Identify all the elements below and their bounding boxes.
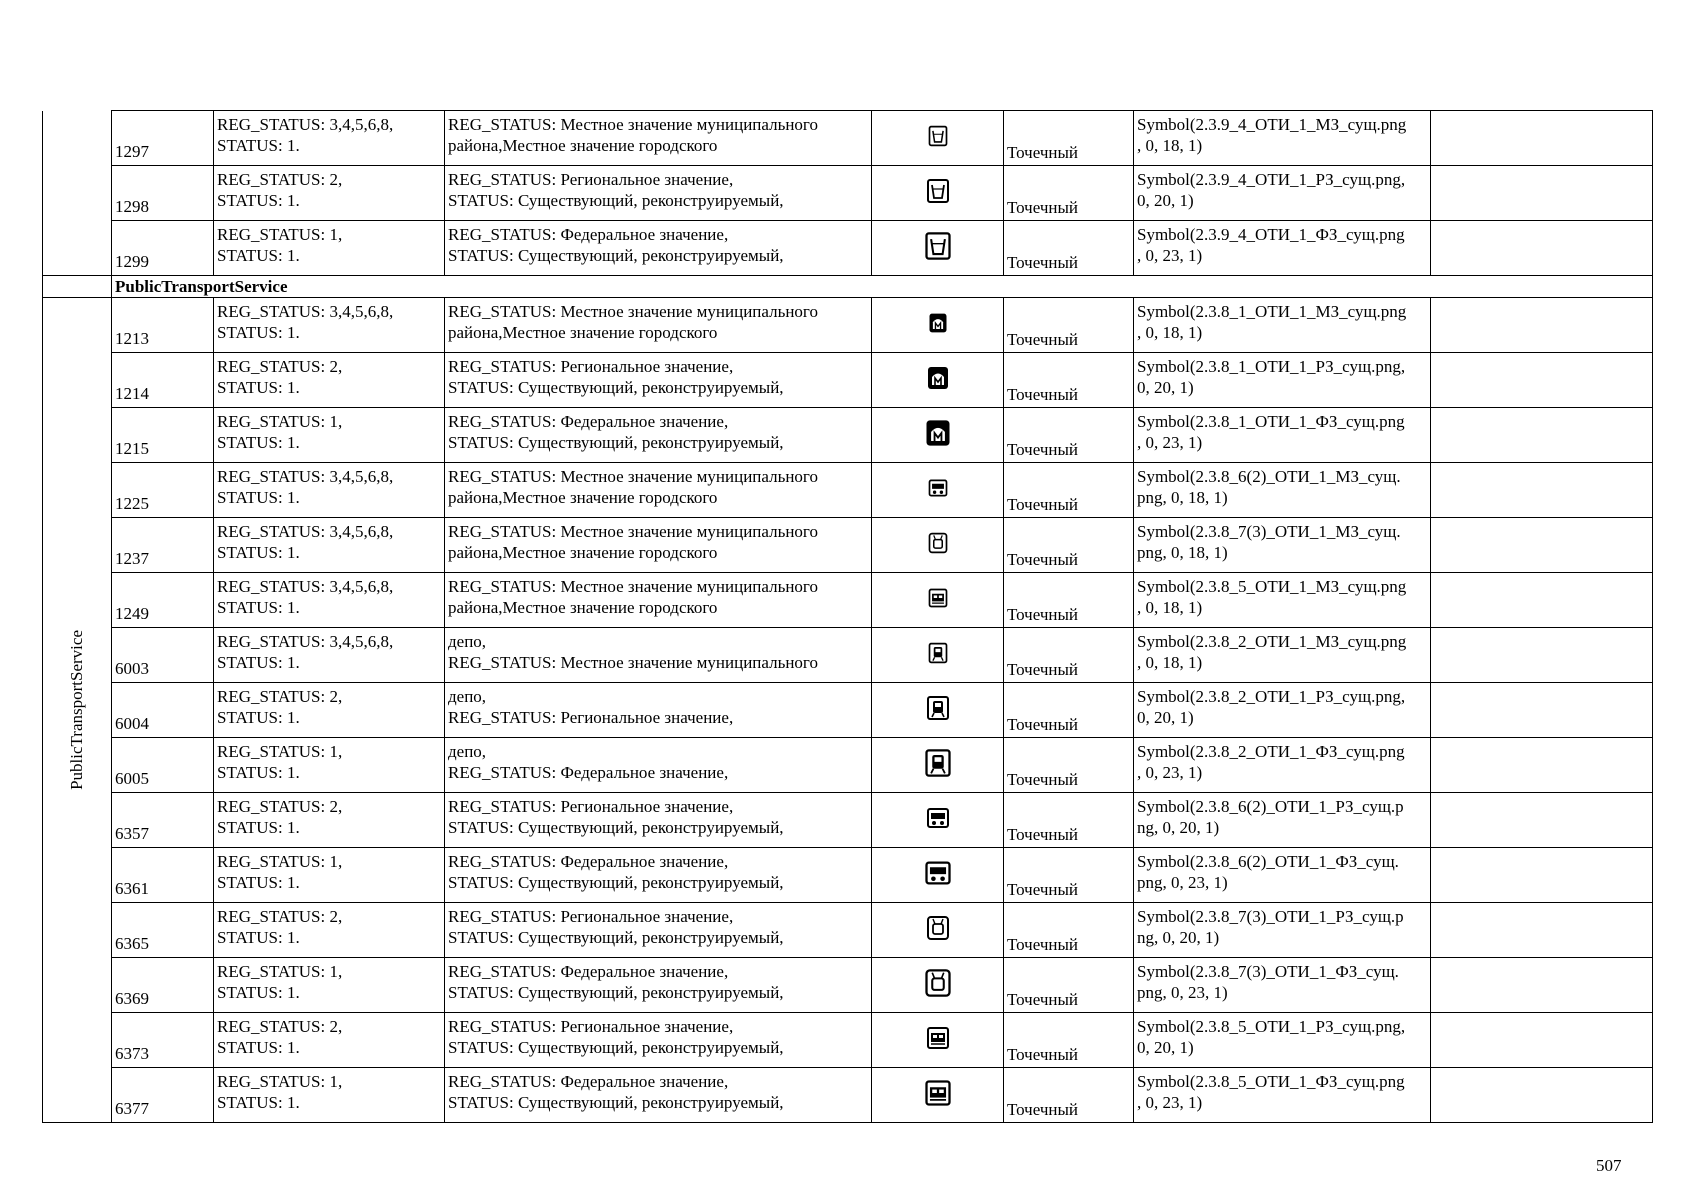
filter-cell (214, 221, 445, 276)
cell-line: STATUS: 1. (217, 818, 300, 837)
cell-line: района,Местное значение городского (448, 323, 718, 342)
geometry-type-cell: Точечный (1004, 221, 1134, 276)
cell-line: REG_STATUS: Федеральное значение, (448, 763, 729, 782)
group-header-row (43, 276, 1653, 298)
description-cell (445, 111, 872, 166)
object-code-cell: 1225 (112, 463, 214, 518)
cell-line: STATUS: 1. (217, 543, 300, 562)
empty-cell (1431, 683, 1653, 738)
geometry-type-cell: Точечный (1004, 111, 1134, 166)
empty-cell (1431, 111, 1653, 166)
cell-line: STATUS: 1. (217, 433, 300, 452)
trolleybus-icon (923, 965, 953, 1000)
cell-line: STATUS: 1. (217, 763, 300, 782)
group-label-cell (43, 166, 112, 221)
geometry-type-cell: Точечный (1004, 958, 1134, 1013)
cup-icon (925, 176, 951, 206)
description-cell (445, 221, 872, 276)
cell-line: Symbol(2.3.9_4_ОТИ_1_РЗ_сущ.png, (1137, 170, 1406, 189)
object-code-cell: 1297 (112, 111, 214, 166)
group-side-label: PublicTransportService (67, 630, 86, 790)
object-code-cell: 1298 (112, 166, 214, 221)
description-cell (445, 1068, 872, 1123)
cell-line: 0, 20, 1) (1137, 708, 1194, 727)
symbol-preview-cell (872, 166, 1004, 221)
geometry-type-cell: Точечный (1004, 573, 1134, 628)
object-code-cell: 6373 (112, 1013, 214, 1068)
group-header-title: PublicTransportService (112, 276, 1653, 298)
geometry-type-cell: Точечный (1004, 903, 1134, 958)
cell-line: Symbol(2.3.8_2_ОТИ_1_МЗ_сущ.png (1137, 632, 1407, 651)
filter-cell (214, 463, 445, 518)
cell-line: STATUS: Существующий, реконструируемый, (448, 873, 784, 892)
empty-cell (1431, 738, 1653, 793)
cell-line: REG_STATUS: Местное значение муниципального (448, 577, 818, 596)
table-row (43, 848, 1653, 903)
geometry-type-cell: Точечный (1004, 166, 1134, 221)
cell-line: REG_STATUS: 1, (217, 412, 343, 431)
geometry-type-cell: Точечный (1004, 683, 1134, 738)
cell-line: , 0, 18, 1) (1137, 323, 1203, 342)
empty-cell (1431, 298, 1653, 353)
filter-cell (214, 958, 445, 1013)
object-code-cell: 1237 (112, 518, 214, 573)
group-header-spacer (43, 276, 112, 298)
geometry-type-cell: Точечный (1004, 793, 1134, 848)
cell-line: REG_STATUS: 2, (217, 170, 343, 189)
symbol-preview-cell (872, 111, 1004, 166)
filter-cell (214, 903, 445, 958)
filter-cell (214, 573, 445, 628)
table-row (43, 463, 1653, 518)
filter-cell (214, 298, 445, 353)
cell-line: депо, (448, 687, 487, 706)
cell-line: REG_STATUS: 1, (217, 852, 343, 871)
cell-line: STATUS: 1. (217, 191, 300, 210)
empty-cell (1431, 221, 1653, 276)
table-row (43, 793, 1653, 848)
group-label-cell (43, 111, 112, 166)
symbol-preview-cell (872, 221, 1004, 276)
cell-line: , 0, 23, 1) (1137, 763, 1203, 782)
object-code-cell: 6357 (112, 793, 214, 848)
empty-cell (1431, 628, 1653, 683)
table-row (43, 298, 1653, 353)
symbol-expression-cell (1134, 166, 1431, 221)
cell-line: png, 0, 23, 1) (1137, 873, 1228, 892)
symbol-preview-cell (872, 1068, 1004, 1123)
empty-cell (1431, 958, 1653, 1013)
cell-line: REG_STATUS: 3,4,5,6,8, (217, 522, 394, 541)
table-row (43, 166, 1653, 221)
cell-line: STATUS: 1. (217, 323, 300, 342)
object-code-cell: 6003 (112, 628, 214, 683)
cell-line: Symbol(2.3.8_1_ОТИ_1_РЗ_сущ.png, (1137, 357, 1406, 376)
geometry-type-cell: Точечный (1004, 408, 1134, 463)
cell-line: , 0, 23, 1) (1137, 246, 1203, 265)
geometry-type-cell: Точечный (1004, 353, 1134, 408)
cell-line: Symbol(2.3.8_7(3)_ОТИ_1_МЗ_сущ. (1137, 522, 1401, 541)
cell-line: REG_STATUS: Региональное значение, (448, 170, 734, 189)
cell-line: REG_STATUS: Местное значение муниципального (448, 302, 818, 321)
cell-line: STATUS: 1. (217, 873, 300, 892)
metro-icon (925, 363, 951, 393)
table-row (43, 903, 1653, 958)
cell-line: Symbol(2.3.8_5_ОТИ_1_МЗ_сущ.png (1137, 577, 1407, 596)
empty-cell (1431, 463, 1653, 518)
filter-cell (214, 793, 445, 848)
cell-line: STATUS: Существующий, реконструируемый, (448, 928, 784, 947)
description-cell (445, 628, 872, 683)
description-cell (445, 683, 872, 738)
symbol-expression-cell (1134, 958, 1431, 1013)
cell-line: png, 0, 18, 1) (1137, 543, 1228, 562)
cell-line: района,Местное значение городского (448, 488, 718, 507)
filter-cell (214, 166, 445, 221)
symbol-preview-cell (872, 518, 1004, 573)
filter-cell (214, 628, 445, 683)
symbol-table (42, 110, 1653, 1123)
group-label-cell (43, 221, 112, 276)
cell-line: Symbol(2.3.8_5_ОТИ_1_РЗ_сущ.png, (1137, 1017, 1406, 1036)
cell-line: района,Местное значение городского (448, 598, 718, 617)
description-cell (445, 166, 872, 221)
cell-line: png, 0, 23, 1) (1137, 983, 1228, 1002)
cell-line: , 0, 23, 1) (1137, 433, 1203, 452)
cell-line: , 0, 18, 1) (1137, 136, 1203, 155)
cell-line: REG_STATUS: 2, (217, 357, 343, 376)
symbol-preview-cell (872, 793, 1004, 848)
cell-line: 0, 20, 1) (1137, 191, 1194, 210)
cell-line: REG_STATUS: 2, (217, 907, 343, 926)
cell-line: REG_STATUS: 2, (217, 1017, 343, 1036)
filter-cell (214, 518, 445, 573)
geometry-type-cell: Точечный (1004, 1013, 1134, 1068)
tram-icon (925, 1023, 951, 1053)
symbol-preview-cell (872, 848, 1004, 903)
symbol-expression-cell (1134, 1068, 1431, 1123)
symbol-expression-cell (1134, 221, 1431, 276)
description-cell (445, 903, 872, 958)
geometry-type-cell: Точечный (1004, 298, 1134, 353)
object-code-cell: 6365 (112, 903, 214, 958)
cell-line: REG_STATUS: Федеральное значение, (448, 412, 729, 431)
cell-line: STATUS: Существующий, реконструируемый, (448, 818, 784, 837)
symbol-expression-cell (1134, 573, 1431, 628)
cell-line: Symbol(2.3.8_1_ОТИ_1_МЗ_сущ.png (1137, 302, 1407, 321)
cell-line: STATUS: 1. (217, 708, 300, 727)
description-cell (445, 848, 872, 903)
table-row (43, 683, 1653, 738)
symbol-expression-cell (1134, 683, 1431, 738)
object-code-cell: 6361 (112, 848, 214, 903)
cell-line: , 0, 18, 1) (1137, 598, 1203, 617)
description-cell (445, 298, 872, 353)
cell-line: REG_STATUS: Региональное значение, (448, 357, 734, 376)
object-code-cell: 1215 (112, 408, 214, 463)
table-body (43, 111, 1653, 1123)
symbol-preview-cell (872, 463, 1004, 518)
object-code-cell: 1249 (112, 573, 214, 628)
cell-line: депо, (448, 742, 487, 761)
train-icon (925, 693, 951, 723)
table-row (43, 738, 1653, 793)
cell-line: STATUS: 1. (217, 598, 300, 617)
filter-cell (214, 738, 445, 793)
trolleybus-icon (925, 913, 951, 943)
cell-line: Symbol(2.3.8_5_ОТИ_1_ФЗ_сущ.png (1137, 1072, 1405, 1091)
table-row (43, 221, 1653, 276)
cell-line: REG_STATUS: Местное значение муниципального (448, 467, 818, 486)
cell-line: ng, 0, 20, 1) (1137, 928, 1220, 947)
cell-line: STATUS: 1. (217, 1038, 300, 1057)
metro-icon (923, 415, 953, 450)
cell-line: Symbol(2.3.8_7(3)_ОТИ_1_ФЗ_сущ. (1137, 962, 1399, 981)
cup-icon (926, 123, 948, 149)
cell-line: STATUS: Существующий, реконструируемый, (448, 378, 784, 397)
empty-cell (1431, 166, 1653, 221)
train-icon (923, 745, 953, 780)
cell-line: REG_STATUS: Местное значение муниципального (448, 522, 818, 541)
cell-line: REG_STATUS: Региональное значение, (448, 708, 734, 727)
cell-line: Symbol(2.3.8_2_ОТИ_1_ФЗ_сущ.png (1137, 742, 1405, 761)
symbol-expression-cell (1134, 738, 1431, 793)
symbol-expression-cell (1134, 353, 1431, 408)
symbol-expression-cell (1134, 408, 1431, 463)
cell-line: , 0, 23, 1) (1137, 1093, 1203, 1112)
cell-line: REG_STATUS: 2, (217, 687, 343, 706)
table-row (43, 408, 1653, 463)
cell-line: района,Местное значение городского (448, 543, 718, 562)
filter-cell (214, 353, 445, 408)
symbol-preview-cell (872, 738, 1004, 793)
cell-line: депо, (448, 632, 487, 651)
geometry-type-cell: Точечный (1004, 848, 1134, 903)
cell-line: REG_STATUS: 1, (217, 962, 343, 981)
geometry-type-cell: Точечный (1004, 738, 1134, 793)
empty-cell (1431, 1013, 1653, 1068)
description-cell (445, 518, 872, 573)
symbol-preview-cell (872, 958, 1004, 1013)
cell-line: STATUS: Существующий, реконструируемый, (448, 246, 784, 265)
page-number: 507 (1596, 1156, 1622, 1175)
cell-line: STATUS: Существующий, реконструируемый, (448, 1038, 784, 1057)
geometry-type-cell: Точечный (1004, 463, 1134, 518)
cell-line: REG_STATUS: 3,4,5,6,8, (217, 467, 394, 486)
cell-line: REG_STATUS: 1, (217, 742, 343, 761)
cell-line: Symbol(2.3.8_7(3)_ОТИ_1_РЗ_сущ.p (1137, 907, 1404, 926)
cell-line: REG_STATUS: Федеральное значение, (448, 852, 729, 871)
cell-line: STATUS: 1. (217, 246, 300, 265)
cell-line: STATUS: 1. (217, 928, 300, 947)
symbol-expression-cell (1134, 1013, 1431, 1068)
cell-line: Symbol(2.3.8_1_ОТИ_1_ФЗ_сущ.png (1137, 412, 1405, 431)
tram-icon (923, 1075, 953, 1110)
symbol-preview-cell (872, 683, 1004, 738)
table-row (43, 958, 1653, 1013)
filter-cell (214, 111, 445, 166)
tram-icon (926, 585, 948, 611)
cell-line: REG_STATUS: Региональное значение, (448, 797, 734, 816)
table-row (43, 573, 1653, 628)
cell-line: REG_STATUS: 3,4,5,6,8, (217, 115, 394, 134)
cell-line: STATUS: 1. (217, 378, 300, 397)
geometry-type-cell: Точечный (1004, 628, 1134, 683)
description-cell (445, 1013, 872, 1068)
cell-line: Symbol(2.3.8_2_ОТИ_1_РЗ_сущ.png, (1137, 687, 1406, 706)
cell-line: STATUS: 1. (217, 1093, 300, 1112)
object-code-cell: 1213 (112, 298, 214, 353)
trolleybus-icon (926, 530, 948, 556)
table-row (43, 518, 1653, 573)
cell-line: png, 0, 18, 1) (1137, 488, 1228, 507)
empty-cell (1431, 353, 1653, 408)
empty-cell (1431, 573, 1653, 628)
cell-line: STATUS: 1. (217, 653, 300, 672)
symbol-preview-cell (872, 573, 1004, 628)
cell-line: Symbol(2.3.9_4_ОТИ_1_МЗ_сущ.png (1137, 115, 1407, 134)
symbol-expression-cell (1134, 298, 1431, 353)
filter-cell (214, 408, 445, 463)
cell-line: 0, 20, 1) (1137, 378, 1194, 397)
geometry-type-cell: Точечный (1004, 518, 1134, 573)
filter-cell (214, 848, 445, 903)
cell-line: Symbol(2.3.8_6(2)_ОТИ_1_ФЗ_сущ. (1137, 852, 1399, 871)
cell-line: REG_STATUS: 3,4,5,6,8, (217, 632, 394, 651)
symbol-preview-cell (872, 353, 1004, 408)
empty-cell (1431, 793, 1653, 848)
symbol-preview-cell (872, 903, 1004, 958)
cell-line: 0, 20, 1) (1137, 1038, 1194, 1057)
geometry-type-cell: Точечный (1004, 1068, 1134, 1123)
description-cell (445, 463, 872, 518)
cell-line: REG_STATUS: 3,4,5,6,8, (217, 302, 394, 321)
cell-line: REG_STATUS: Федеральное значение, (448, 1072, 729, 1091)
cell-line: REG_STATUS: Местное значение муниципального (448, 653, 818, 672)
cup-icon (923, 228, 953, 263)
cell-line: REG_STATUS: Федеральное значение, (448, 225, 729, 244)
symbol-expression-cell (1134, 111, 1431, 166)
metro-icon (926, 310, 948, 336)
table-row (43, 1068, 1653, 1123)
cell-line: STATUS: Существующий, реконструируемый, (448, 191, 784, 210)
table-row (43, 1013, 1653, 1068)
empty-cell (1431, 1068, 1653, 1123)
group-label-cell (43, 298, 112, 1123)
table-row (43, 628, 1653, 683)
filter-cell (214, 683, 445, 738)
empty-cell (1431, 848, 1653, 903)
cell-line: , 0, 18, 1) (1137, 653, 1203, 672)
symbol-expression-cell (1134, 793, 1431, 848)
bus-icon (926, 475, 948, 501)
bus-icon (923, 855, 953, 890)
cell-line: REG_STATUS: 3,4,5,6,8, (217, 577, 394, 596)
cell-line: REG_STATUS: 2, (217, 797, 343, 816)
filter-cell (214, 1013, 445, 1068)
cell-line: STATUS: 1. (217, 136, 300, 155)
train-icon (926, 640, 948, 666)
symbol-preview-cell (872, 1013, 1004, 1068)
object-code-cell: 6369 (112, 958, 214, 1013)
cell-line: района,Местное значение городского (448, 136, 718, 155)
description-cell (445, 408, 872, 463)
description-cell (445, 573, 872, 628)
symbol-expression-cell (1134, 903, 1431, 958)
cell-line: REG_STATUS: Региональное значение, (448, 1017, 734, 1036)
filter-cell (214, 1068, 445, 1123)
cell-line: Symbol(2.3.8_6(2)_ОТИ_1_РЗ_сущ.p (1137, 797, 1404, 816)
table-row (43, 353, 1653, 408)
symbol-preview-cell (872, 408, 1004, 463)
cell-line: STATUS: 1. (217, 488, 300, 507)
empty-cell (1431, 518, 1653, 573)
symbol-preview-cell (872, 628, 1004, 683)
object-code-cell: 1214 (112, 353, 214, 408)
symbol-expression-cell (1134, 463, 1431, 518)
cell-line: Symbol(2.3.8_6(2)_ОТИ_1_МЗ_сущ. (1137, 467, 1401, 486)
symbol-expression-cell (1134, 848, 1431, 903)
object-code-cell: 6005 (112, 738, 214, 793)
empty-cell (1431, 903, 1653, 958)
table-row (43, 111, 1653, 166)
cell-line: STATUS: 1. (217, 983, 300, 1002)
description-cell (445, 353, 872, 408)
cell-line: Symbol(2.3.9_4_ОТИ_1_ФЗ_сущ.png (1137, 225, 1405, 244)
cell-line: STATUS: Существующий, реконструируемый, (448, 983, 784, 1002)
cell-line: REG_STATUS: 1, (217, 1072, 343, 1091)
empty-cell (1431, 408, 1653, 463)
object-code-cell: 6377 (112, 1068, 214, 1123)
symbol-preview-cell (872, 298, 1004, 353)
cell-line: REG_STATUS: Региональное значение, (448, 907, 734, 926)
symbol-expression-cell (1134, 628, 1431, 683)
cell-line: ng, 0, 20, 1) (1137, 818, 1220, 837)
object-code-cell: 1299 (112, 221, 214, 276)
cell-line: REG_STATUS: Местное значение муниципального (448, 115, 818, 134)
description-cell (445, 958, 872, 1013)
cell-line: REG_STATUS: Федеральное значение, (448, 962, 729, 981)
description-cell (445, 738, 872, 793)
bus-icon (925, 803, 951, 833)
symbol-expression-cell (1134, 518, 1431, 573)
cell-line: STATUS: Существующий, реконструируемый, (448, 1093, 784, 1112)
cell-line: STATUS: Существующий, реконструируемый, (448, 433, 784, 452)
object-code-cell: 6004 (112, 683, 214, 738)
description-cell (445, 793, 872, 848)
cell-line: REG_STATUS: 1, (217, 225, 343, 244)
